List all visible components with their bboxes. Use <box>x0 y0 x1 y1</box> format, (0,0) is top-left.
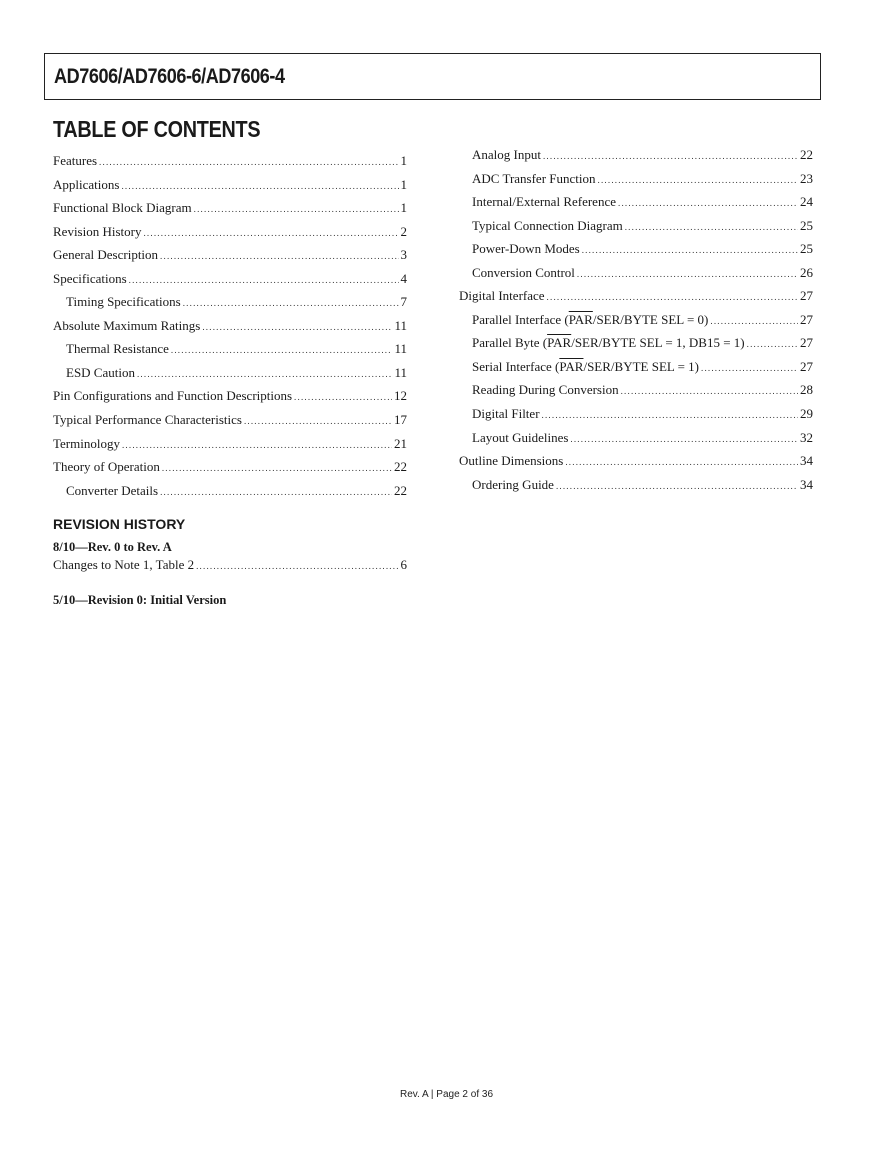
toc-entry-label <box>472 308 708 332</box>
toc-entry-page: 1 <box>400 153 407 168</box>
toc-entry-page: 22 <box>394 482 407 498</box>
revision-a-title: 8/10—Rev. 0 to Rev. A <box>53 540 172 554</box>
toc-entry[interactable] <box>53 408 407 432</box>
toc-entry-page: 1 <box>400 176 407 192</box>
dot-leader <box>129 269 399 291</box>
toc-entry[interactable] <box>459 284 813 308</box>
toc-entry-label: Revision History <box>53 223 142 239</box>
toc-entry-page: 25 <box>800 241 813 257</box>
toc-entry-page: 22 <box>800 147 813 162</box>
dot-leader <box>171 339 393 361</box>
dot-leader <box>121 175 398 197</box>
revision-0-title: 5/10—Revision 0: Initial Version <box>53 593 227 607</box>
toc-entry-page: 11 <box>394 317 407 333</box>
dot-leader <box>196 561 398 571</box>
toc-entry[interactable] <box>459 473 813 497</box>
toc-entry-page: 22 <box>394 459 407 475</box>
toc-entry-label-pre: Parallel Interface ( <box>472 311 569 327</box>
toc-entry-label <box>472 355 699 379</box>
dot-leader <box>244 410 392 432</box>
toc-entry-label: Internal/External Reference <box>472 194 616 210</box>
toc-entry-label: Converter Details <box>66 482 159 498</box>
toc-entry-page: 23 <box>800 170 813 186</box>
toc-entry[interactable] <box>53 337 407 361</box>
toc-entry-label: Applications <box>53 176 120 192</box>
dot-leader <box>162 457 392 479</box>
toc-entry-label-post: /SER/BYTE SEL = 0) <box>592 311 709 327</box>
toc-entry-label: Power-Down Modes <box>472 241 580 257</box>
toc-entry-label-overline: $\overline{PAR}$ <box>559 358 584 374</box>
toc-entry-label: Terminology <box>53 435 120 451</box>
toc-entry[interactable] <box>459 261 813 285</box>
toc-entry-label: Ordering Guide <box>472 476 554 492</box>
toc-entry-page: 32 <box>800 429 813 445</box>
toc-entry-page: 21 <box>394 435 407 451</box>
toc-entry-label: Pin Configurations and Function Descriptions <box>53 388 293 404</box>
toc-entry-page: 34 <box>800 476 813 492</box>
toc-entry[interactable] <box>53 196 407 220</box>
toc-entry-page: 11 <box>394 341 407 357</box>
toc-entry-page: 24 <box>800 194 813 210</box>
toc-entry[interactable] <box>53 384 407 408</box>
toc-entry-page: 29 <box>800 406 813 422</box>
toc-entry-page: 34 <box>800 453 813 469</box>
toc-entry-label: Analog Input <box>472 147 541 162</box>
toc-entry[interactable] <box>459 143 813 167</box>
toc-entry-page: 27 <box>800 358 813 374</box>
toc-entry[interactable] <box>459 449 813 473</box>
toc-entry-label: Features <box>53 153 98 168</box>
dot-leader <box>625 216 798 238</box>
dot-leader <box>160 245 398 267</box>
dot-leader <box>710 310 798 332</box>
header-box <box>44 53 821 100</box>
dot-leader <box>618 192 798 214</box>
toc-entry[interactable] <box>53 290 407 314</box>
toc-entry[interactable] <box>53 361 407 385</box>
document-title: AD7606/AD7606-6/AD7606-4 <box>54 65 285 88</box>
toc-entry[interactable] <box>53 173 407 197</box>
dot-leader <box>621 380 798 402</box>
dot-leader <box>183 292 399 314</box>
toc-entry-label-overline: $\overline{PAR}$ <box>547 335 572 351</box>
toc-column-left <box>53 149 407 502</box>
toc-entry-label: Absolute Maximum Ratings <box>53 317 201 333</box>
toc-entry-label: Typical Connection Diagram <box>472 217 623 233</box>
toc-entry-label-pre: Parallel Byte ( <box>472 335 548 351</box>
dot-leader <box>582 239 798 261</box>
toc-entry-label: General Description <box>53 247 159 263</box>
toc-entry[interactable] <box>53 479 407 503</box>
dot-leader <box>194 198 399 220</box>
toc-entry-page: 27 <box>800 288 813 304</box>
toc-entry-page: 27 <box>800 311 813 327</box>
toc-entry-page: 3 <box>400 247 407 263</box>
toc-title: TABLE OF CONTENTS <box>53 116 261 142</box>
toc-entry[interactable] <box>459 308 813 332</box>
dot-leader <box>556 475 798 497</box>
toc-entry-label: ESD Caution <box>66 364 135 380</box>
toc-entry-label <box>472 331 745 355</box>
toc-entry-label-post: /SER/BYTE SEL = 1) <box>583 358 699 374</box>
dot-leader <box>598 169 798 191</box>
dot-leader <box>122 434 392 456</box>
page-footer: Rev. A | Page 2 of 36 <box>399 1089 494 1100</box>
toc-entry-label: Timing Specifications <box>66 294 181 310</box>
toc-entry-label: Specifications <box>53 270 127 286</box>
dot-leader <box>99 151 398 173</box>
toc-entry[interactable] <box>459 402 813 426</box>
toc-entry-page: 27 <box>800 335 813 351</box>
dot-leader <box>202 316 392 338</box>
toc-entry-label: Theory of Operation <box>53 459 160 475</box>
toc-entry-label: Layout Guidelines <box>472 429 569 445</box>
toc-entry-label: ADC Transfer Function <box>472 170 596 186</box>
toc-entry[interactable] <box>459 331 813 355</box>
dot-leader <box>565 451 798 473</box>
dot-leader <box>143 222 398 244</box>
toc-entry[interactable] <box>459 190 813 214</box>
revision-entry-page: 6 <box>400 557 407 572</box>
toc-entry[interactable] <box>53 455 407 479</box>
dot-leader <box>577 263 798 285</box>
toc-entry-page: 7 <box>400 294 407 310</box>
toc-entry[interactable] <box>53 243 407 267</box>
dot-leader <box>543 145 798 167</box>
toc-entry-label: Digital Filter <box>472 406 540 422</box>
toc-entry-label: Typical Performance Characteristics <box>53 412 242 428</box>
toc-entry[interactable] <box>53 314 407 338</box>
toc-entry-label: Outline Dimensions <box>459 453 564 469</box>
toc-entry-page: 11 <box>394 364 407 380</box>
dot-leader <box>747 333 798 355</box>
toc-entry[interactable] <box>459 355 813 379</box>
toc-entry-label: Functional Block Diagram <box>53 200 192 216</box>
toc-entry[interactable] <box>459 378 813 402</box>
toc-entry[interactable] <box>459 237 813 261</box>
toc-entry-label: Thermal Resistance <box>66 341 169 357</box>
toc-entry-page: 12 <box>394 388 407 404</box>
dot-leader <box>547 286 798 308</box>
toc-entry-label-overline: $\overline{PAR}$ <box>568 311 593 327</box>
toc-entry[interactable] <box>459 426 813 450</box>
toc-entry-page: 26 <box>800 264 813 280</box>
toc-entry-page: 17 <box>394 412 407 428</box>
toc-entry-label-pre: Serial Interface ( <box>472 358 560 374</box>
toc-entry-page: 28 <box>800 382 813 398</box>
toc-entry-label: Conversion Control <box>472 264 575 280</box>
toc-entry[interactable] <box>459 214 813 238</box>
toc-entry[interactable] <box>53 267 407 291</box>
dot-leader <box>294 386 392 408</box>
dot-leader <box>160 481 392 503</box>
revision-entry-label: Changes to Note 1, Table 2 <box>53 557 195 572</box>
revision-a-entry[interactable] <box>53 557 407 573</box>
revision-history-heading: REVISION HISTORY <box>53 516 186 532</box>
toc-entry-page: 4 <box>400 270 407 286</box>
toc-entry-label: Digital Interface <box>459 288 545 304</box>
toc-entry-label: Reading During Conversion <box>472 382 619 398</box>
toc-entry-page: 2 <box>400 223 407 239</box>
toc-column-right <box>459 143 813 496</box>
dot-leader <box>570 428 798 450</box>
toc-entry-page: 1 <box>400 200 407 216</box>
dot-leader <box>542 404 798 426</box>
toc-entry[interactable] <box>459 167 813 191</box>
toc-entry[interactable] <box>53 149 407 173</box>
toc-entry-page: 25 <box>800 217 813 233</box>
dot-leader <box>137 363 392 385</box>
toc-entry-label-post: /SER/BYTE SEL = 1, DB15 = 1) <box>571 335 745 351</box>
toc-entry[interactable] <box>53 220 407 244</box>
dot-leader <box>701 357 798 379</box>
toc-entry[interactable] <box>53 432 407 456</box>
